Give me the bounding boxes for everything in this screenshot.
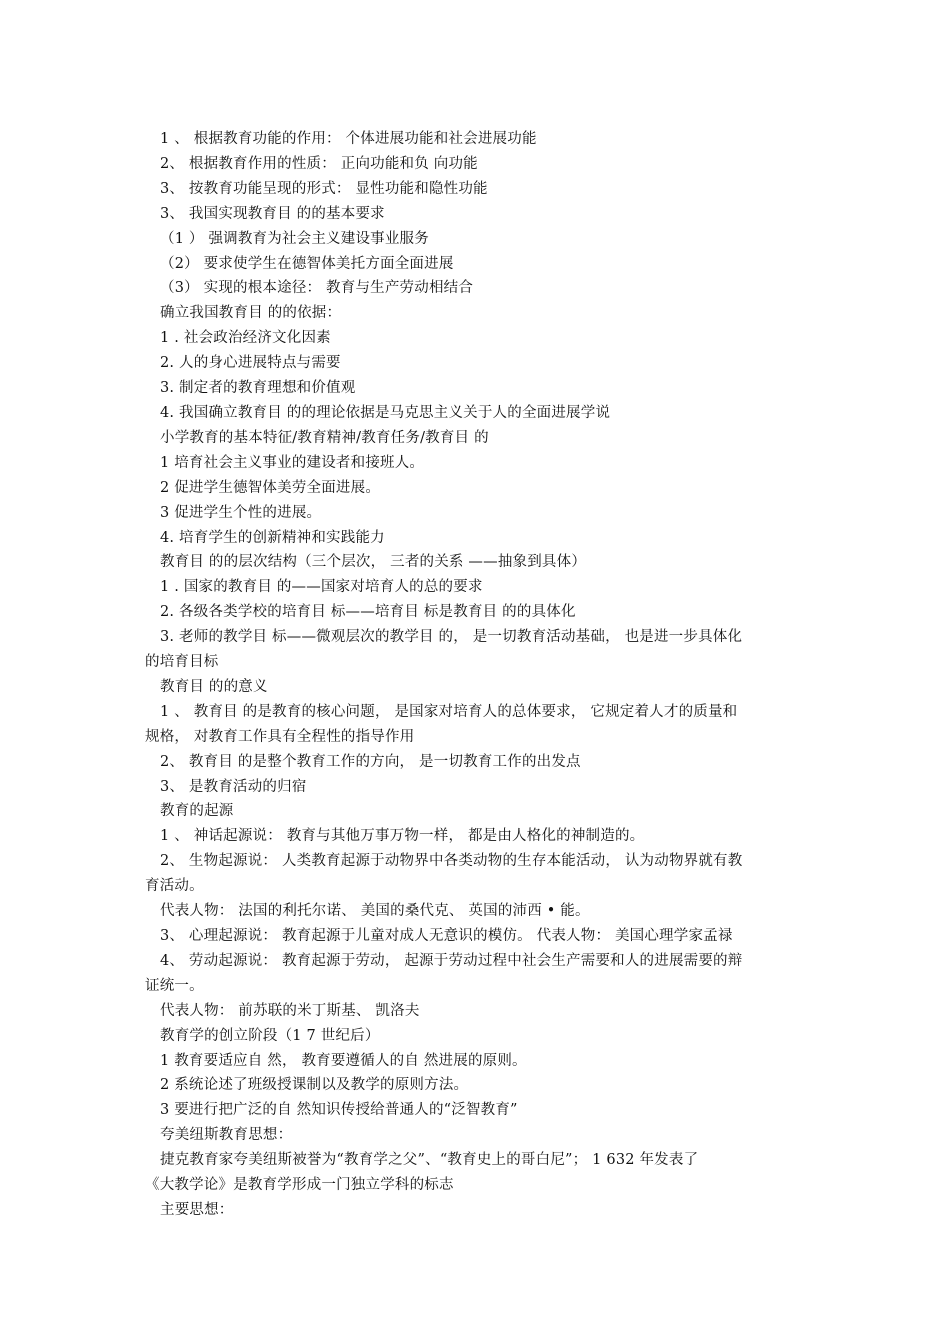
text-line: 代表人物： 法国的利托尔诺、 美国的桑代克、 英国的沛西 • 能。 xyxy=(160,903,590,920)
text-line: 3 要进行把广泛的自 然知识传授给普通人的“泛智教育” xyxy=(160,1102,518,1119)
text-line: （1 ） 强调教育为社会主义建设事业服务 xyxy=(160,230,429,247)
text-line: （3） 实现的根本途径： 教育与生产劳动相结合 xyxy=(160,280,474,297)
text-line: 主要思想： xyxy=(160,1201,234,1218)
text-line: 4. 培育学生的创新精神和实践能力 xyxy=(160,529,385,546)
text-line-continuation: 的培育目标 xyxy=(145,654,219,671)
text-line: 3. 老师的教学目 标——微观层次的教学目 的， 是一切教育活动基础， 也是进一步具体化 xyxy=(160,629,743,646)
text-line-continuation: 育活动。 xyxy=(145,878,204,895)
text-line: 1 、 教育目 的是教育的核心问题， 是国家对培育人的总体要求， 它规定着人才的质量和 xyxy=(160,703,738,720)
text-line: 2、 根据教育作用的性质： 正向功能和负 向功能 xyxy=(160,155,478,172)
text-line: 4、 劳动起源说： 教育起源于劳动， 起源于劳动过程中社会生产需要和人的进展需要的辩 xyxy=(160,952,743,969)
text-line: 3、 我国实现教育目 的的基本要求 xyxy=(160,205,385,222)
text-line: 教育目 的的意义 xyxy=(160,678,268,695)
text-line: 夸美纽斯教育思想： xyxy=(160,1127,293,1144)
text-line: 代表人物： 前苏联的米丁斯基、 凯洛夫 xyxy=(160,1002,420,1019)
text-line: 教育目 的的层次结构（三个层次， 三者的关系 ——抽象到具体） xyxy=(160,554,587,571)
text-line: 1 教育要适应自 然， 教育要遵循人的自 然进展的原则。 xyxy=(160,1052,527,1069)
document-body xyxy=(145,127,810,1223)
text-line: 2 系统论述了班级授课制以及教学的原则方法。 xyxy=(160,1077,469,1094)
text-line: 2 促进学生德智体美劳全面进展。 xyxy=(160,479,381,496)
text-line: 2. 人的身心进展特点与需要 xyxy=(160,355,341,372)
text-line: 确立我国教育目 的的依据： xyxy=(160,305,342,322)
text-line: 4. 我国确立教育目 的的理论依据是马克思主义关于人的全面进展学说 xyxy=(160,404,611,421)
text-line: 1 、 神话起源说： 教育与其他万事万物一样， 都是由人格化的神制造的。 xyxy=(160,828,645,845)
text-line: 1 . 国家的教育目 的——国家对培育人的总的要求 xyxy=(160,579,483,596)
text-line: 3、 按教育功能呈现的形式： 显性功能和隐性功能 xyxy=(160,180,488,197)
text-line-continuation: 证统一。 xyxy=(145,977,204,994)
text-line: 3. 制定者的教育理想和价值观 xyxy=(160,380,356,397)
text-line: 2、 教育目 的是整个教育工作的方向， 是一切教育工作的出发点 xyxy=(160,753,581,770)
text-line: 1 、 根据教育功能的作用： 个体进展功能和社会进展功能 xyxy=(160,131,537,147)
text-line: 1 . 社会政治经济文化因素 xyxy=(160,330,331,347)
text-line: 小学教育的基本特征/教育精神/教育任务/教育目 的 xyxy=(160,429,489,446)
text-line-continuation: 《大教学论》是教育学形成一门独立学科的标志 xyxy=(145,1177,454,1194)
text-line: 2、 生物起源说： 人类教育起源于动物界中各类动物的生存本能活动， 认为动物界就有教 xyxy=(160,853,743,870)
text-line: 3、 是教育活动的归宿 xyxy=(160,778,307,795)
text-line: 1 培育社会主义事业的建设者和接班人。 xyxy=(160,454,425,471)
text-line: （2） 要求使学生在德智体美托方面全面进展 xyxy=(160,255,454,272)
text-line: 教育学的创立阶段（1 7 世纪后） xyxy=(160,1027,380,1044)
text-line: 2. 各级各类学校的培育目 标——培育目 标是教育目 的的具体化 xyxy=(160,604,576,621)
text-line: 捷克教育家夸美纽斯被誉为“教育学之父”、“教育史上的哥白尼”； 1 632 年发表了 xyxy=(160,1152,699,1169)
text-line: 3、 心理起源说： 教育起源于儿童对成人无意识的模仿。 代表人物： 美国心理学家孟禄 xyxy=(160,928,733,944)
text-line-continuation: 规格， 对教育工作具有全程性的指导作用 xyxy=(145,728,415,745)
text-line: 3 促进学生个性的进展。 xyxy=(160,504,322,521)
text-line: 教育的起源 xyxy=(160,803,234,820)
